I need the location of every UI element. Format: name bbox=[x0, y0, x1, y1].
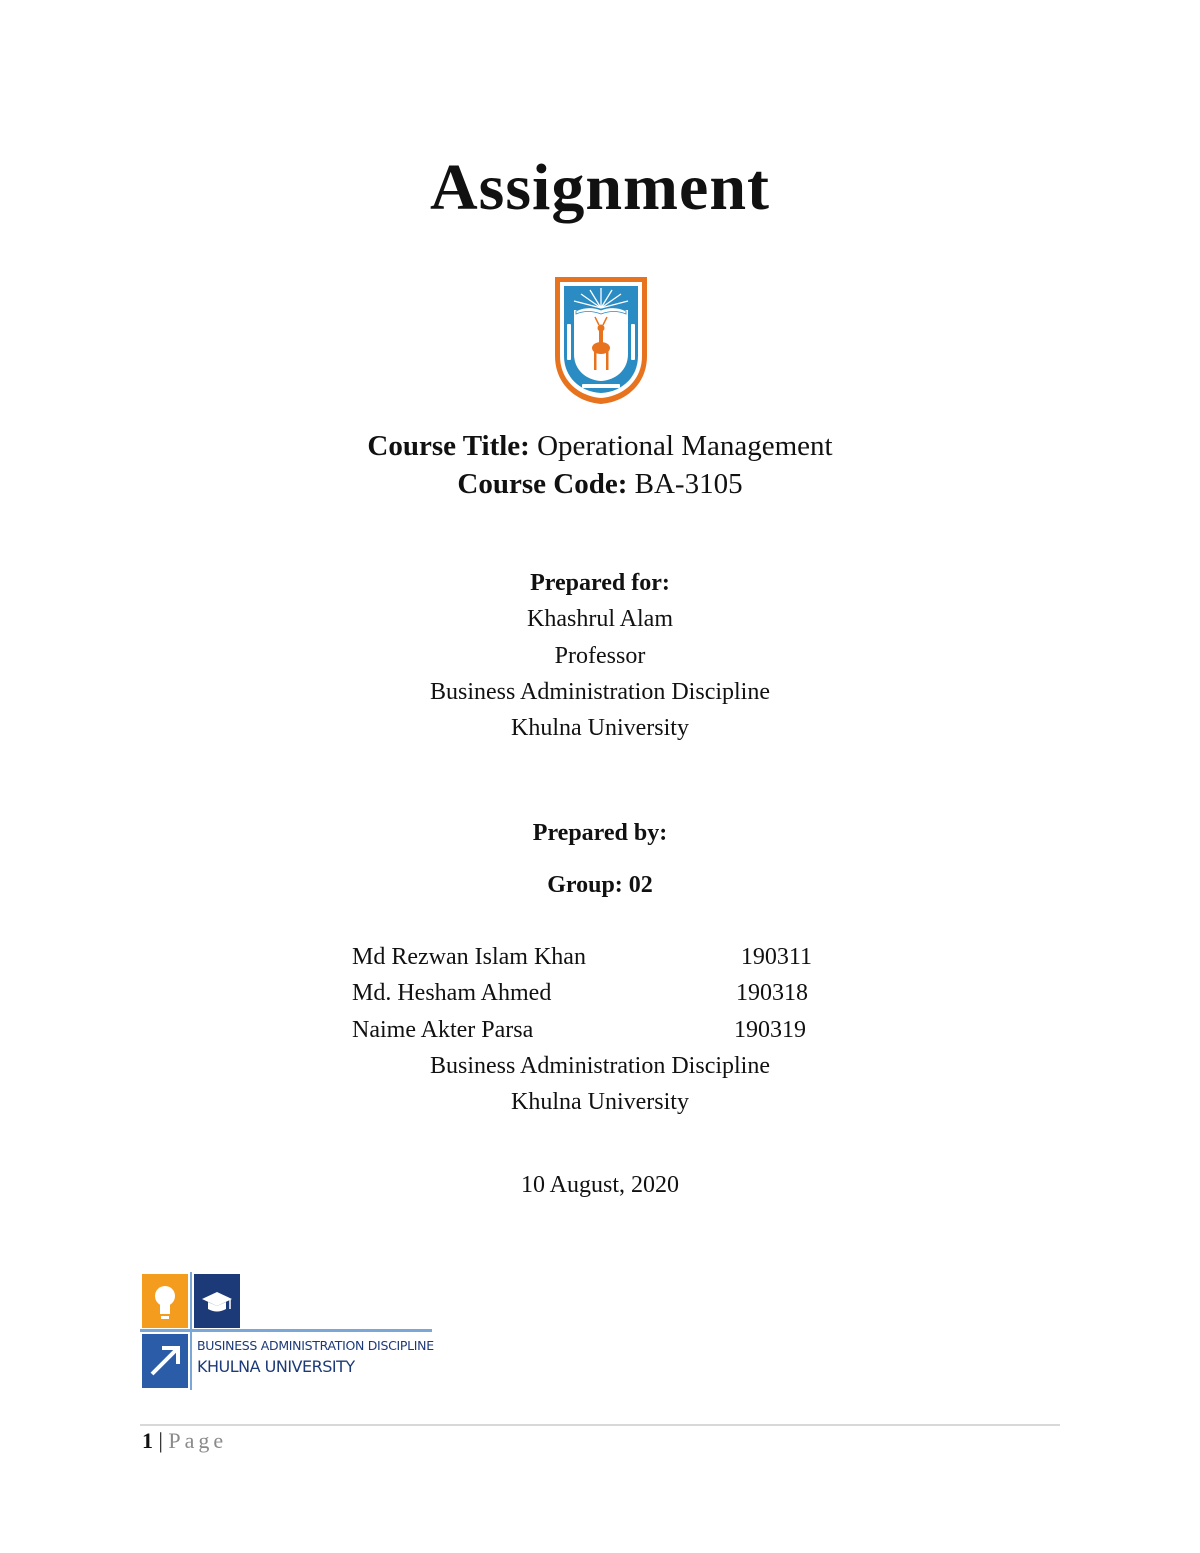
course-code-line bbox=[0, 468, 1200, 501]
group-department: Business Administration Discipline bbox=[430, 1053, 770, 1079]
prepared-by-heading: Prepared by: bbox=[532, 820, 668, 846]
member-row bbox=[352, 1017, 806, 1044]
prepared-for-heading: Prepared for: bbox=[530, 570, 670, 596]
supervisor-designation: Professor bbox=[554, 643, 646, 669]
course-title-line bbox=[0, 430, 1200, 463]
member-id: 190311 bbox=[740, 944, 812, 970]
page-separator: | bbox=[158, 1428, 163, 1453]
page-label: Page bbox=[168, 1428, 228, 1453]
course-code-value: BA-3105 bbox=[634, 468, 743, 500]
member-name: Naime Akter Parsa bbox=[352, 1017, 534, 1043]
page-number bbox=[142, 1428, 227, 1454]
logo-text-line2: KHULNA UNIVERSITY bbox=[197, 1357, 355, 1376]
supervisor-name: Khashrul Alam bbox=[527, 606, 673, 632]
group-label: Group: 02 bbox=[547, 872, 653, 898]
supervisor-department: Business Administration Discipline bbox=[430, 679, 770, 705]
course-title-value: Operational Management bbox=[537, 430, 833, 462]
discipline-logo bbox=[140, 1272, 440, 1390]
supervisor-university: Khulna University bbox=[511, 715, 689, 741]
course-title-label: Course Title: bbox=[367, 430, 530, 462]
member-name: Md Rezwan Islam Khan bbox=[352, 944, 586, 970]
page-number-value: 1 bbox=[142, 1428, 153, 1453]
document-title: Assignment bbox=[429, 151, 771, 224]
course-code-label: Course Code: bbox=[457, 468, 628, 500]
member-id: 190318 bbox=[736, 980, 808, 1006]
member-name: Md. Hesham Ahmed bbox=[352, 980, 552, 1006]
submission-date: 10 August, 2020 bbox=[520, 1172, 679, 1198]
member-id: 190319 bbox=[734, 1017, 806, 1043]
footer-divider bbox=[140, 1424, 1060, 1426]
group-university: Khulna University bbox=[511, 1089, 689, 1115]
logo-text-line1: BUSINESS ADMINISTRATION DISCIPLINE bbox=[197, 1338, 434, 1353]
university-seal-icon bbox=[552, 274, 650, 406]
member-row bbox=[352, 980, 808, 1007]
member-row bbox=[352, 944, 812, 971]
